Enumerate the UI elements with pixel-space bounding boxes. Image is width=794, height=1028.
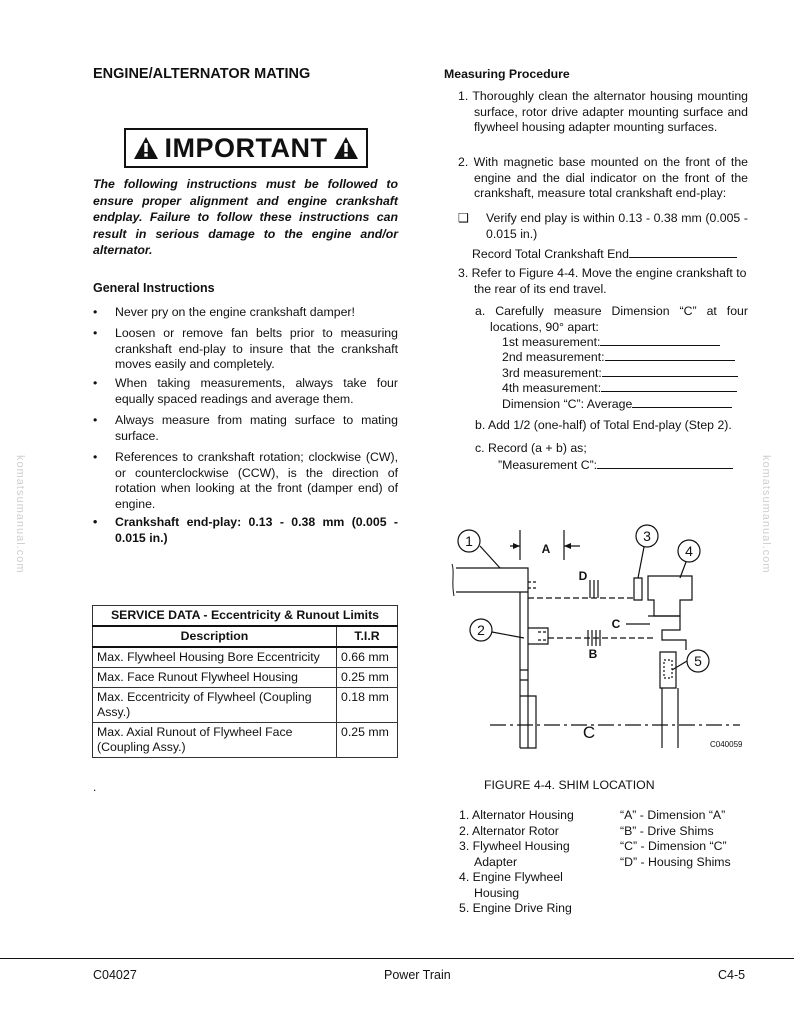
bullet-marker: • — [93, 376, 98, 390]
bullet-text: Always measure from mating surface to mating surface. — [115, 413, 398, 443]
blank-line — [601, 380, 737, 392]
important-banner — [124, 128, 368, 168]
step-1: 1. Thoroughly clean the alternator housing mounting surface, rotor drive adapter mounting surface and flywheel housing adapter mounting surfaces. — [458, 89, 748, 134]
table-cell: 0.18 mm — [337, 688, 398, 723]
bullet-text: Loosen or remove fan belts prior to measuring crankshaft end-play to insure that the crankshaft moves easily and completely. — [115, 326, 398, 371]
column-header-tir: T.I.R — [337, 626, 398, 647]
record-total-label: Record Total Crankshaft End — [472, 247, 629, 261]
measurement-label: Dimension “C”: Average — [502, 397, 633, 411]
blank-line — [605, 349, 735, 361]
table-cell: 0.25 mm — [337, 668, 398, 688]
alternator-housing-shape — [456, 568, 528, 592]
measurement-label: 4th measurement: — [502, 381, 602, 395]
step-3: 3. Refer to Figure 4-4. Move the engine crankshaft to the rear of its end travel. — [458, 266, 747, 296]
table-row — [93, 647, 398, 668]
legend-item: Adapter — [474, 854, 518, 869]
watermark-right: komatsumanual.com — [760, 455, 772, 574]
section-title: ENGINE/ALTERNATOR MATING — [93, 66, 311, 82]
table-caption: SERVICE DATA - Eccentricity & Runout Limits — [93, 606, 398, 627]
label-b: B — [588, 647, 598, 661]
legend-item: “A” - Dimension “A” — [620, 808, 726, 822]
bullet-marker: • — [93, 305, 98, 319]
bullet-item — [93, 515, 398, 546]
legend-item: “D” - Housing Shims — [620, 854, 731, 869]
step-3c: c. Record (a + b) as; — [475, 441, 587, 455]
bullet-item — [93, 326, 398, 373]
service-data-table — [92, 605, 398, 758]
table-cell: 0.66 mm — [337, 647, 398, 668]
blank-line — [597, 457, 733, 469]
bullet-item — [93, 450, 398, 512]
table-row — [93, 688, 398, 723]
step-3a: a. Carefully measure Dimension “C” at four locations, 90° apart: — [475, 304, 748, 334]
measurement-line — [502, 396, 732, 413]
measurement-label: 3rd measurement: — [502, 366, 602, 380]
legend-item: 1. Alternator Housing — [459, 808, 574, 822]
legend-numbers — [459, 808, 574, 917]
measurement-line — [502, 349, 735, 366]
blank-line — [600, 334, 720, 346]
bullet-text: When taking measurements, always take four equally spaced readings and average them. — [115, 376, 398, 406]
label-d: D — [578, 569, 588, 583]
measuring-procedure-heading: Measuring Procedure — [444, 67, 570, 81]
label-c: C — [611, 617, 621, 631]
footer-doc-code: C04027 — [93, 968, 137, 982]
table-cell: Max. Eccentricity of Flywheel (Coupling Assy.) — [93, 688, 337, 723]
bullet-text: Never pry on the engine crankshaft damper! — [115, 305, 355, 319]
step-3b: b. Add 1/2 (one-half) of Total End-play (Step 2). — [475, 418, 732, 432]
callout-2: 2 — [477, 622, 485, 638]
legend-item: Housing — [474, 885, 520, 900]
table-cell: 0.25 mm — [337, 723, 398, 758]
verify-checkbox: ❑ — [458, 211, 470, 225]
bullet-marker: • — [93, 413, 98, 427]
bullet-text: References to crankshaft rotation; clockwise (CW), or counterclockwise (CCW), is the direction of rotation when looking at the front (damper end) of engine. — [115, 450, 398, 511]
legend-item: “C” - Dimension “C” — [620, 839, 727, 853]
blank-line — [629, 246, 737, 258]
legend-item: 2. Alternator Rotor — [459, 823, 559, 838]
measurement-label: 1st measurement: — [502, 335, 601, 349]
shim-location-figure — [440, 520, 770, 760]
blank-line — [602, 365, 738, 377]
blank-line — [632, 396, 732, 408]
footer-divider — [0, 958, 794, 959]
warning-text: The following instructions must be followed to ensure proper alignment and engine crankshaft endplay. Failure to follow these instructions can result in serious damage to the engine and/or alternator. — [93, 177, 398, 257]
table-row — [93, 668, 398, 688]
measurement-c-label: ”Measurement C”: — [498, 458, 598, 472]
verify-text: Verify end play is within 0.13 - 0.38 mm (0.005 - 0.015 in.) — [486, 211, 748, 241]
bullet-marker: • — [93, 515, 98, 529]
warning-triangle-icon — [333, 136, 359, 160]
warning-triangle-icon — [133, 136, 159, 160]
figure-caption: FIGURE 4-4. SHIM LOCATION — [484, 778, 655, 792]
legend-item: 5. Engine Drive Ring — [459, 901, 572, 915]
column-header-description: Description — [93, 626, 337, 647]
table-cell: Max. Axial Runout of Flywheel Face (Coupling Assy.) — [93, 723, 337, 758]
bullet-text: Crankshaft end-play: 0.13 - 0.38 mm (0.005 - 0.015 in.) — [115, 515, 398, 545]
bullet-item — [93, 376, 398, 407]
measurement-label: 2nd measurement: — [502, 350, 605, 364]
legend-item: “B” - Drive Shims — [620, 823, 714, 838]
step-2: 2. With magnetic base mounted on the front of the engine and the dial indicator on the front of the crankshaft, measure total crankshaft end-play: — [458, 155, 748, 200]
label-a: A — [541, 542, 551, 556]
legend-letters — [620, 808, 731, 870]
bullet-item — [93, 305, 398, 321]
callout-1: 1 — [465, 533, 473, 549]
callout-4: 4 — [685, 543, 693, 559]
bullet-item — [93, 413, 398, 444]
callout-5: 5 — [694, 653, 702, 669]
table-row — [93, 723, 398, 758]
footer-section: Power Train — [384, 968, 451, 982]
record-total-line — [472, 246, 737, 263]
bullet-marker: • — [93, 326, 98, 340]
table-cell: Max. Flywheel Housing Bore Eccentricity — [93, 647, 337, 668]
bullet-marker: • — [93, 450, 98, 464]
legend-item: 3. Flywheel Housing — [459, 839, 570, 853]
legend-item: 4. Engine Flywheel — [459, 870, 563, 884]
table-cell: Max. Face Runout Flywheel Housing — [93, 668, 337, 688]
important-label: IMPORTANT — [164, 132, 328, 163]
measurement-c-line — [498, 457, 733, 474]
callout-3: 3 — [643, 528, 651, 544]
centerline-symbol: C — [582, 723, 596, 742]
figure-code: C040059 — [710, 740, 743, 749]
stray-mark: . — [93, 780, 97, 794]
measurement-line — [502, 380, 737, 397]
watermark-left: komatsumanual.com — [14, 455, 26, 574]
footer-page-number: C4-5 — [718, 968, 746, 982]
general-instructions-heading: General Instructions — [93, 281, 215, 295]
